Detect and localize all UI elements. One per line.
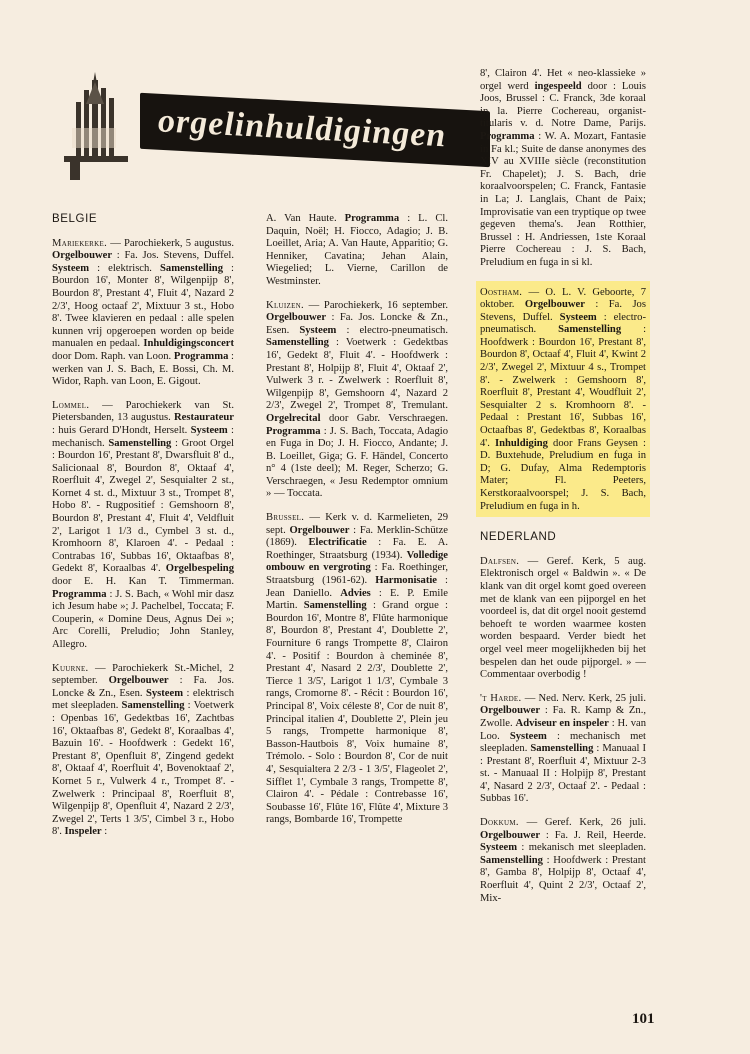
page-title: orgelinhuldigingen — [158, 102, 447, 155]
article-entry — [52, 238, 234, 389]
column-2 — [266, 213, 448, 838]
entry-place: 't Harde. — [480, 692, 522, 704]
header-banner — [50, 70, 448, 180]
entry-place: Oostham. — [480, 286, 523, 298]
entry-text: — Parochiekerk van St. Pietersbanden, 13 augustus. Restaurateur : huis Gerard D'Hondt, Herselt. Systeem : mechanisch. Samenstelling : Groot Orgel : Bourdon 16', Prestant 8', Dwarsfluit 8' d., Salicionaal 8', Bourdon 8', Oktaaf 4', Roerfluit 4', Zwegel 2', Sesquialter 2 st., Kornet 4 st. d., Mixtuur 3 st., Trompet 8', Hobo 8'. - Rugpositief : Gemshoorn 8', Bourdon 8', Prestant 4', Fluit 4', Veldfluit 2', Larigot 1 1/3 d., Cymbel 3 st. d., Kromhoorn 8', Klaroen 4'. - Pedaal : Contrabas 16', Subbas 16', Oktaafbas 8', Gedekt 8', Koraalbas 4'. Orgelbespeling door E. H. Kan T. Timmerman. Programma : J. S. Bach, « Wohl mir dasz ich Jesum habe »; J. Pachelbel, Toccata; F. Couperin, « Domine Deus, Agnus Dei »; Arc Corelli, Preludio; John Stanley, Allegro. — [52, 399, 235, 650]
entry-place: Dokkum. — [480, 817, 519, 829]
entry-text: — Kerk v. d. Karmelieten, 29 sept. Orgelbouwer : Fa. Merklin-Schütze (1869). Electrificatie : Fa. E. A. Roethinger, Straatsburg (1934). Volledige ombouw en vergroting : Fa. Roethinger, Straatsburg (1961-62). Harmonisatie : Jean Daniello. Advies : E. P. Emile Martin. Samenstelling : Grand orgue : Bourdon 16', Montre 8', Flûte harmonique 8', Bourdon 8', Prestant 4', Doublette 2', Fourniture 6 rangs Trompette 8', Clairon 4'. - Positif : Bourdon à cheminée 8', Prestant 4', Nasard 2 2/3', Doublette 2', Tierce 1 3/5', Larigot 1 1/3', Cymbale 3 rangs, Cromorne 8'. - Récit : Bourdon 16', Principal 8', Voix céleste 8', Cor de nuit 8', Principal italien 4', Doublette 2', Plein jeu 5 rangs, Trompette harmonique 8', Basson-Hautbois 8', Voix humaine 8', Trémolo. - Solo : Bourdon 8', Cor de nuit 4', Sesquialtera 2 2/3 - 1 3/5', Flageolet 2', Sifflet 1', Cymbale 3 rangs, Trompette 8', Clairon 4'. - Pédale : Contrebasse 16', Soubasse 16', Flûte 16', Flûte 4', Mixture 3 rangs, Bombarde 16', Trompette — [266, 512, 449, 826]
entry-text: — Ned. Nerv. Kerk, 25 juli. Orgelbouwer : Fa. R. Kamp & Zn., Zwolle. Adviseur en inspeler : H. van Loo. Systeem : mechanisch met sleepladen. Samenstelling : Manuaal I : Prestant 8', Roerfluit 4', Mixtuur 2-3 st. - Manuaal II : Holpijp 8', Prestant 4', Nasard 2 2/3', Octaaf 2'. - Pedaal : Subbas 16'. — [480, 692, 646, 805]
entry-text: — Geref. Kerk, 5 aug. Elektronisch orgel « Baldwin ». « De klank van dit orgel komt goed overeen met de klank van een pijporgel en het voordeel is, dat dit orgel nooit gestemd behoeft te worden waarmee kosten worden bespaard. Verder biedt het orgel veel meer mogelijkheden bij het bespelen dan het oude pijporgel. » — Commentaar overbodig ! — [480, 555, 646, 681]
section-heading-nederland: NEDERLAND — [480, 531, 557, 544]
continued-text: A. Van Haute. Programma : L. Cl. Daquin, Noël; H. Fiocco, Adagio; J. B. Loeillet, Aria; A. Van Haute, Apparitio; G. Henniker, Cavatina; Jehan Alain, Wiegelied; L. Vierne, Carillon de Westminster. — [266, 213, 448, 287]
entry-place: Mariekerke. — [52, 237, 108, 249]
continued-text: 8', Clairon 4'. Het « neo-klassieke » orgel werd ingespeeld door : Louis Joos, Brussel : C. Franck, 3de koraal in la. Pierre Cochereau, organist-titularis v. d. Notre Dame, Parijs. Programma : W. A. Mozart, Fantasie in Fa kl.; Suite de danse anonymes des XIV au XVIIIe siècle (reconstitution Fr. Chapelet); J. S. Bach, drie koraalvoorspelen; C. Franck, Fantasie in La; J. Langlais, Chant de Paix; Improvisatie van een tryptique op twee gegeven thema's. Jean Rotthier, Brussel : H. Andriessen, 1ste Koraal Pierre Cochereau : J. S. Bach, Preludium en fuga in si kl. — [480, 68, 646, 268]
entry-text: — Parochiekerk, 5 augustus. Orgelbouwer : Fa. Jos. Stevens, Duffel. Systeem : elektrisch. Samenstelling : Bourdon 16', Monter 8', Wilgenpijp 8', Bourdon 8', Prestant 4', Fluit 4', Nazard 2 2/3', Hoog octaaf 2', Mixtuur 3 st., Hobo 8'. Twee klavieren en pedaal : alle spelen kunnen vrij opgeroepen worden op beide manualen en pedaal. Inhuldigingsconcert door Dom. Raph. van Loon. Programma : werken van J. S. Bach, E. Bossi, Ch. M. Widor, Raph. van Loon, E. Gigout. — [52, 237, 234, 388]
entry-text: — Parochiekerk, 16 september. Orgelbouwer : Fa. Jos. Loncke & Zn., Esen. Systeem : electro-pneumatisch. Samenstelling : Voetwerk : Gedektbas 16', Gedekt 8', Fluit 4'. - Hoofdwerk : Prestant 8', Holpijp 8', Fluit 4', Oktaaf 2', Vulwerk 3 r. - Zwelwerk : Roerfluit 8', Wilgenpijp 8', Gemshoorn 4', Nazard 2 2/3', Zwegel 2', Trompet 8', Tremulant. Orgelrecital door Gabr. Verschraegen. Programma : J. S. Bach, Toccata, Adagio en Fuga in Do; J. H. Fiocco, Andante; J. B. Loeillet, Giga; G. F. Händel, Concerto n° 4 (1ste deel); M. Reger, Scherzo; G. Verschraegen, « Jesu Redemptor omnium » — Toccata. — [266, 299, 449, 500]
article-entry — [480, 556, 646, 682]
entry-place: Brussel. — [266, 512, 305, 524]
entry-text: — Geref. Kerk, 26 juli. Orgelbouwer : Fa. J. Reil, Heerde. Systeem : mekanisch met sleepladen. Samenstelling : Hoofdwerk : Prestant 8', Gamba 8', Holpijp 8', Octaaf 4', Roerfluit 4', Quint 2 2/3', Octaaf 2', Mix- — [480, 817, 647, 904]
article-entry — [52, 400, 234, 652]
column-3 — [480, 68, 646, 916]
article-entry — [52, 663, 234, 839]
entry-place: Kluizen. — [266, 299, 304, 311]
article-entry — [480, 817, 646, 905]
entry-place: Dalfsen. — [480, 555, 520, 567]
article-entry — [480, 693, 646, 806]
entry-place: Lommel. — [52, 399, 90, 411]
entry-place: Kuurne. — [52, 662, 89, 674]
article-entry — [266, 300, 448, 502]
entry-text: — Parochiekerk St.-Michel, 2 september. Orgelbouwer : Fa. Jos. Loncke & Zn., Esen. Systeem : elektrisch met sleepladen. Samenstelling : Voetwerk : Openbas 16', Gedektbas 16', Zachtbas 16', Oktaafbas 8', Gedekt 8', Koraalbas 4', Bazuin 16'. - Hoofdwerk : Gedekt 16', Prestant 8', Openfluit 8', Zingend gedekt 8', Oktaaf 4', Roerfluit 4', Bovenoktaaf 2', Kornet 5 r., Vulwerk 4 r., Trompet 8'. - Zwelwerk : Principaal 8', Roerfluit 8', Wilgenpijp 8', Openfluit 4', Nazard 2 2/3', Zwegel 2', Terts 1 3/5', Cimbel 3 r., Hobo 8'. Inspeler : — [52, 662, 234, 838]
page-number: 101 — [632, 1011, 655, 1027]
column-1 — [52, 213, 234, 850]
entry-text: — O. L. V. Geboorte, 7 oktober. Orgelbouwer : Fa. Jos Stevens, Duffel. Systeem : electro-pneumatisch. Samenstelling : Hoofdwerk : Bourdon 16', Prestant 8', Bourdon 8', Octaaf 4', Fluit 4', Kwint 2 2/3', Zwegel 2', Mixtuur 4 s., Trompet 8'. - Zwelwerk : Gemshoorn 8', Roerfluit 8', Prestant 4', Woudfluit 2', Sesquialter 2 s. Kromhoorn 8'. - Pedaal : Prestant 16', Subbas 16', Octaafbas 8', Gedektbas 8', Koraalbas 4'. Inhuldiging door Frans Geysen : D. Buxtehude, Preludium en fuga in D; G. Dufay, Alma Redemptoris Mater; Fl. Peeters, Kerstkoraalvoorspel; J. S. Bach, Preludium en fuga in h. — [480, 286, 647, 512]
section-heading-belgie: BELGIE — [52, 213, 98, 225]
highlighted-entry — [476, 281, 650, 518]
article-entry — [266, 512, 448, 827]
